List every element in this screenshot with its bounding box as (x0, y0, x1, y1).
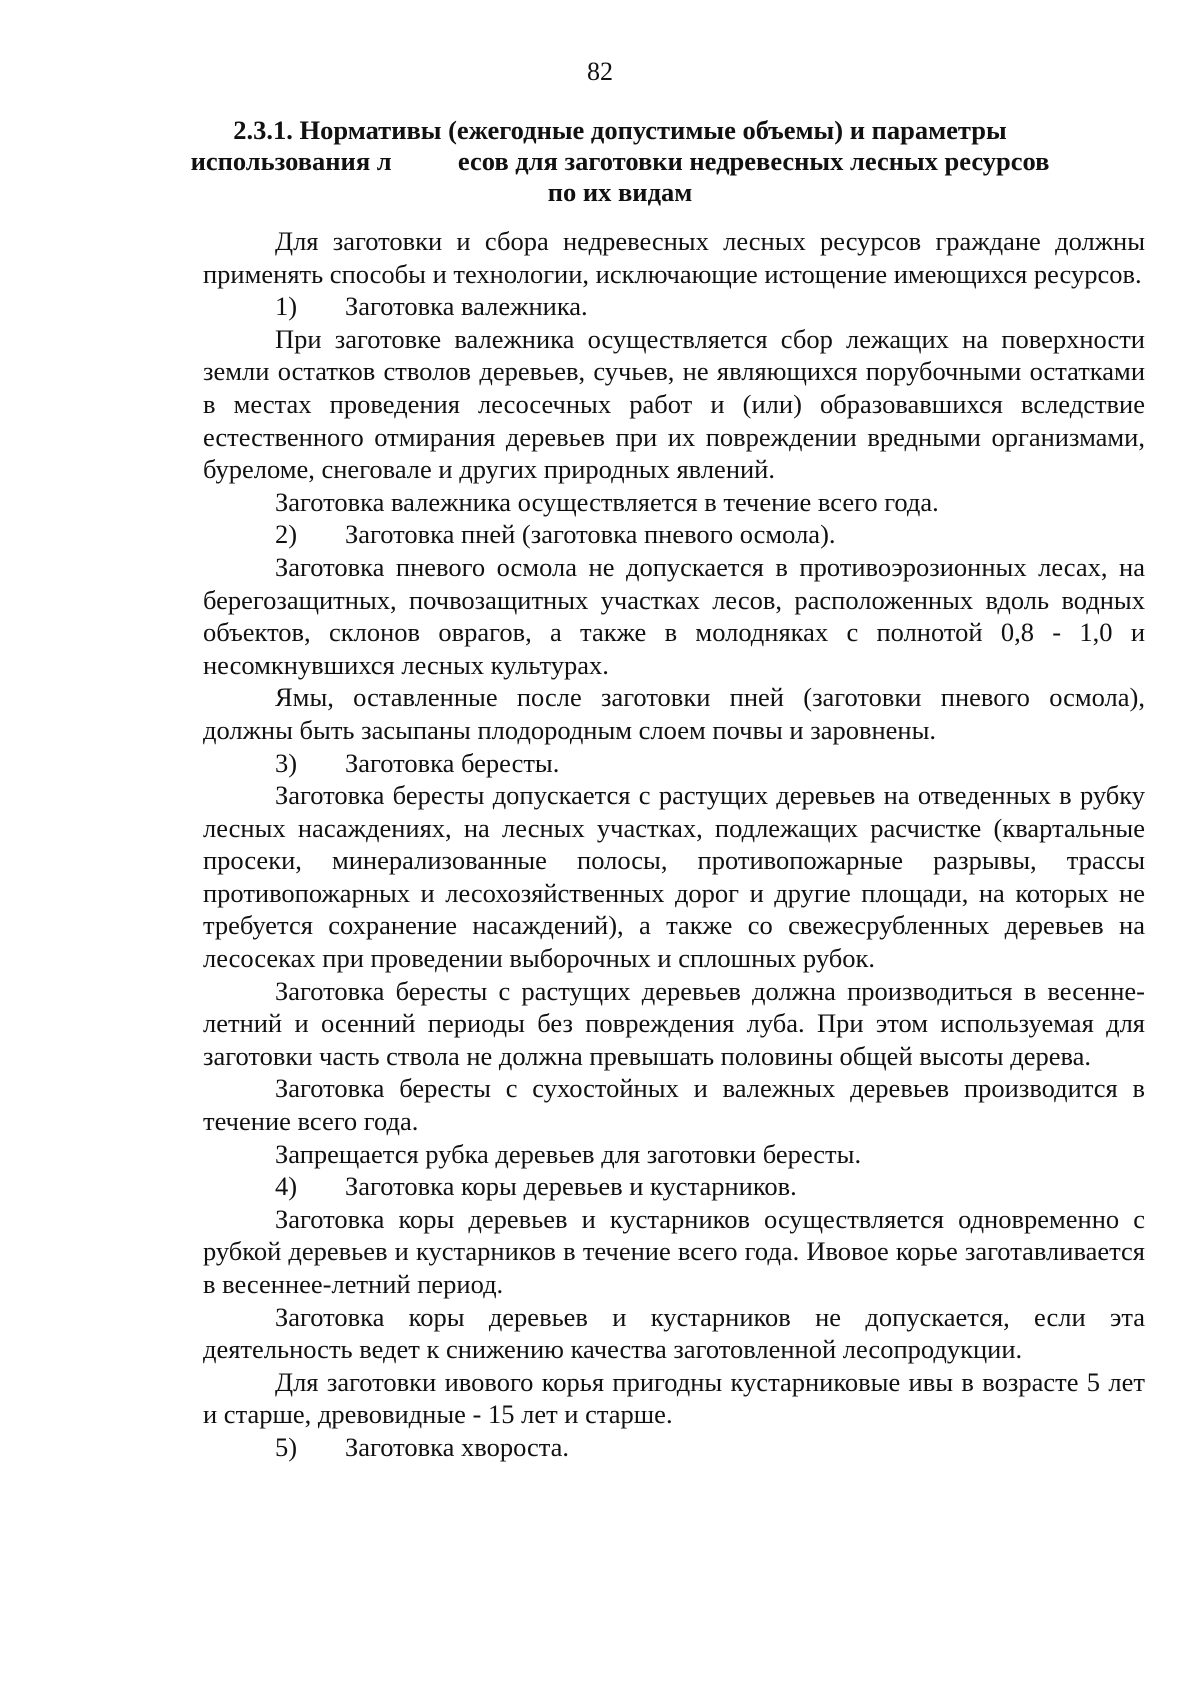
paragraph: Заготовка пневого осмола не допускается в противоэрозионных лесах, на берегозащитных, почвозащитных участках лесов, расположенных вдоль водных объектов, склонов оврагов, а также в молодняках с полнотой 0,8 - 1,0 и несомкнувшихся лесных культурах. (203, 551, 1145, 680)
paragraph: Для заготовки ивового корья пригодны кустарниковые ивы в возрасте 5 лет и старше, древовидные - 15 лет и старше. (203, 1366, 1145, 1430)
list-item-number: 4) (275, 1171, 298, 1202)
heading-line: 2.3.1. Нормативы (ежегодные допустимые объемы) и параметры (233, 115, 1007, 145)
paragraph: Запрещается рубка деревьев для заготовки бересты. (275, 1138, 862, 1169)
list-item-heading (203, 1170, 1145, 1203)
paragraph: Для заготовки и сбора недревесных лесных ресурсов граждане должны применять способы и технологии, исключающие истощение имеющихся ресурсов. (203, 226, 1145, 289)
list-item-text: Заготовка коры деревьев и кустарников. (345, 1171, 797, 1202)
heading-line: по их видам (547, 177, 693, 207)
list-item-heading (203, 290, 1145, 323)
list-item-text: Заготовка пней (заготовка пневого осмола). (345, 519, 836, 550)
list-item-text: Заготовка бересты. (345, 747, 560, 778)
paragraph: Заготовка валежника осуществляется в течение всего года. (275, 486, 939, 517)
paragraph: При заготовке валежника осуществляется сбор лежащих на поверхности земли остатков стволов деревьев, сучьев, не являющихся порубочными остатками в местах проведения лесосечных работ и (или) образовавшихся вследствие естественного отмирания деревьев при их повреждении вредными организмами, буреломе, снеговале и других природных явлений. (203, 323, 1145, 485)
page-number: 82 (587, 57, 613, 86)
paragraph: Заготовка бересты с сухостойных и валежных деревьев производится в течение всего года. (203, 1073, 1145, 1137)
paragraph: Заготовка коры деревьев и кустарников не допускается, если эта деятельность ведет к снижению качества заготовленной лесопродукции. (203, 1301, 1145, 1365)
heading-line: использования л есов для заготовки недревесных лесных ресурсов (190, 146, 1050, 176)
list-item-heading (203, 1431, 1145, 1464)
paragraph: Ямы, оставленные после заготовки пней (заготовки пневого осмола), должны быть засыпаны плодородным слоем почвы и заровнены. (203, 682, 1145, 745)
list-item-number: 5) (275, 1431, 298, 1462)
list-item-number: 2) (275, 519, 298, 550)
list-item-heading (203, 518, 1145, 551)
list-item-heading (203, 747, 1145, 780)
paragraph: Заготовка бересты с растущих деревьев должна производиться в весенне-летний и осенний периоды без повреждения луба. При этом используемая для заготовки часть ствола не должна превышать половины общей высоты дерева. (203, 975, 1145, 1071)
paragraph: Заготовка бересты допускается с растущих деревьев на отведенных в рубку лесных насаждениях, на лесных участках, подлежащих расчистке (квартальные просеки, минерализованные полосы, противопожарные разрывы, трассы противопожарных и лесохозяйственных дорог и другие площади, на которых не требуется сохранение насаждений), а также со свежесрубленных деревьев на лесосеках при проведении выборочных и сплошных рубок. (203, 780, 1145, 974)
paragraph: Заготовка коры деревьев и кустарников осуществляется одновременно с рубкой деревьев и кустарников в течение всего года. Ивовое корье заготавливается в весеннее-летний период. (203, 1203, 1145, 1299)
list-item-number: 3) (275, 747, 298, 778)
list-item-text: Заготовка валежника. (345, 291, 588, 322)
list-item-number: 1) (275, 291, 298, 322)
section-heading (180, 115, 1060, 208)
list-item-text: Заготовка хвороста. (345, 1431, 570, 1462)
body-text (203, 225, 1145, 1464)
